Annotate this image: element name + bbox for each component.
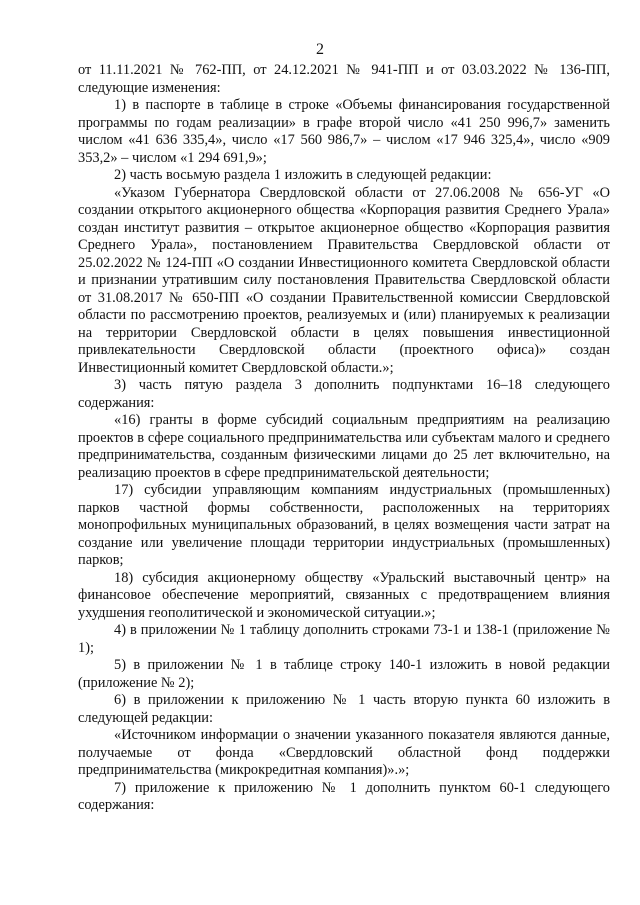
paragraph-item-1: 1) в паспорте в таблице в строке «Объемы финансирования государственной программы по годам реализации» в графе второй число «41 250 996,7» заменить числом «41 636 335,4», число «17 560 986,7» – числом «17 946 325,4», число «909 353,2» – числом «1 294 691,9»;	[78, 97, 610, 166]
paragraph-item-2: 2) часть восьмую раздела 1 изложить в следующей редакции:	[114, 167, 492, 183]
document-body	[78, 62, 610, 815]
paragraph-item-6: 6) в приложении к приложению № 1 часть вторую пункта 60 изложить в следующей редакции:	[78, 692, 610, 726]
paragraph-item-3: 3) часть пятую раздела 3 дополнить подпунктами 16–18 следующего содержания:	[78, 377, 610, 411]
paragraph-subitem-17: 17) субсидии управляющим компаниям индустриальных (промышленных) парков частной формы собственности, расположенных на территориях монопрофильных муниципальных образований, в целях возмещения части затрат на создание или увеличение площади территории индустриальных (промышленных) парков;	[78, 482, 610, 568]
paragraph-item-4: 4) в приложении № 1 таблицу дополнить строками 73-1 и 138-1 (приложение № 1);	[78, 622, 610, 656]
paragraph-subitem-18: 18) субсидия акционерному обществу «Уральский выставочный центр» на финансовое обеспечение мероприятий, связанных с предотвращением влияния ухудшения геополитической и экономической ситуации.»;	[78, 569, 610, 621]
paragraph-quote-source: «Источником информации о значении указанного показателя являются данные, получаемые от фонда «Свердловский областной фонд поддержки предпринимательства (микрокредитная компания)».»;	[78, 727, 610, 778]
paragraph-intro: от 11.11.2021 № 762-ПП, от 24.12.2021 № 941-ПП и от 03.03.2022 № 136-ПП, следующие изменения:	[78, 62, 610, 96]
paragraph-item-5: 5) в приложении № 1 в таблице строку 140-1 изложить в новой редакции (приложение № 2);	[78, 657, 610, 691]
page-number: 2	[316, 41, 324, 58]
paragraph-subitem-16: «16) гранты в форме субсидий социальным предприятиям на реализацию проектов в сфере социального предпринимательства или субъектам малого и среднего предпринимательства, созданным физическими лицами до 25 лет включительно, на реализацию проектов в сфере предпринимательской деятельности;	[78, 412, 610, 481]
paragraph-quote-decree: «Указом Губернатора Свердловской области от 27.06.2008 № 656-УГ «О создании открытого акционерного общества «Корпорация развития Среднего Урала» создан институт развития – открытое акционерное общество «Корпорация развития Среднего Урала», постановлением Правительства Свердловской области от 25.02.2022 № 124-ПП «О создании Инвестиционного комитета Свердловской области и признании утратившим силу постановления Правительства Свердловской области от 31.08.2017 № 650-ПП «О создании Правительственной комиссии Свердловской области по рассмотрению проектов, реализуемых и (или) планируемых к реализации на территории Свердловской области в целях повышения инвестиционной привлекательности Свердловской области (проектного офиса)» создан Инвестиционный комитет Свердловской области.»;	[78, 184, 610, 376]
paragraph-item-7: 7) приложение к приложению № 1 дополнить пунктом 60-1 следующего содержания:	[78, 779, 610, 813]
